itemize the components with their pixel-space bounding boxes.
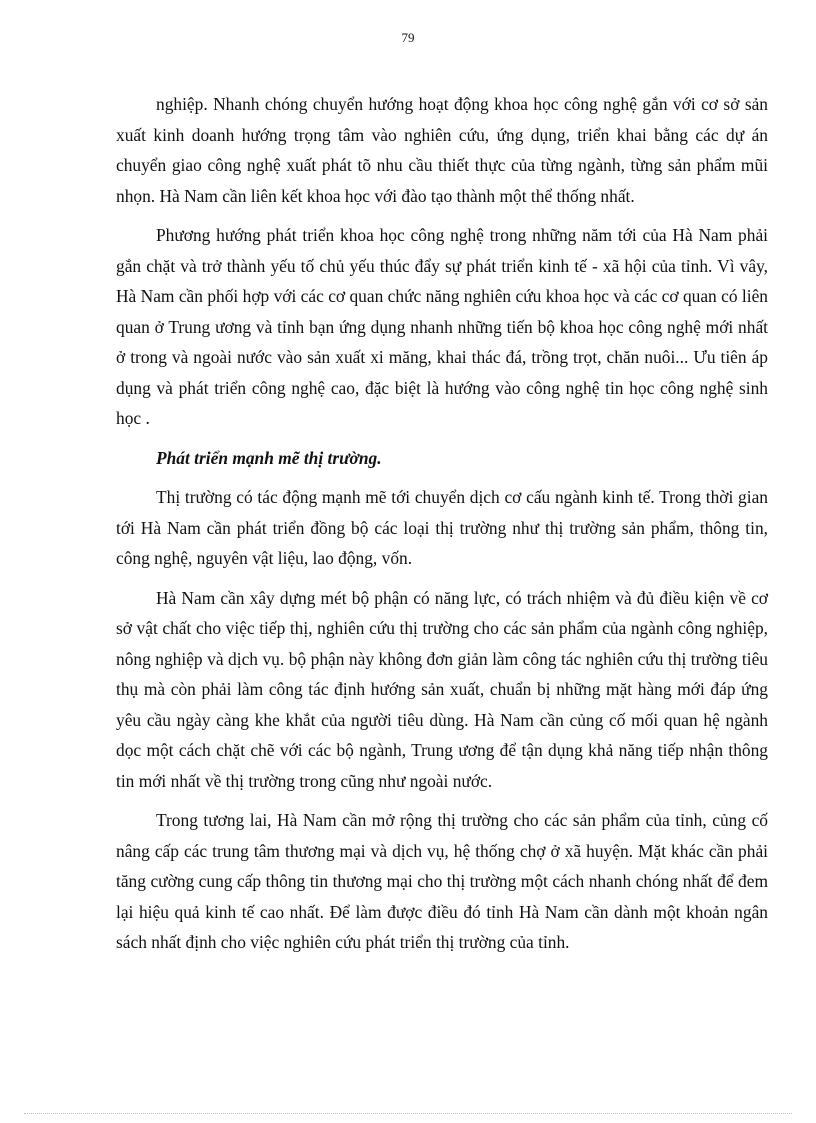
page-bottom-divider (24, 1113, 792, 1114)
section-heading: Phát triển mạnh mẽ thị trường. (156, 447, 382, 468)
page-number: 79 (401, 30, 415, 45)
paragraph-4: Hà Nam cần xây dựng mét bộ phận có năng lực, có trách nhiệm và đủ điều kiện về cơ sở vật chất cho việc tiếp thị, nghiên cứu thị trường cho các sản phẩm của ngành công nghiệp, nông nghiệp và dịch vụ. bộ phận này không đơn giản làm công tác nghiên cứu thị trường tiêu thụ mà còn phải làm công tác định hướng sản xuất, chuẩn bị những mặt hàng mới đáp ứng yêu cầu ngày càng khe khắt của người tiêu dùng. Hà Nam cần củng cố mối quan hệ ngành dọc một cách chặt chẽ với các bộ ngành, Trung ương để tận dụng khả năng tiếp nhận thông tin mới nhất về thị trường trong cũng như ngoài nước. (116, 587, 768, 791)
document-body (116, 89, 768, 958)
paragraph-1: nghiệp. Nhanh chóng chuyển hướng hoạt động khoa học công nghệ gắn với cơ sở sản xuất kinh doanh hướng trọng tâm vào nghiên cứu, ứng dụng, triển khai bằng các dự án chuyển giao công nghệ xuất phát tõ nhu cầu thiết thực của từng ngành, từng sản phẩm mũi nhọn. Hà Nam cần liên kết khoa học với đào tạo thành một thể thống nhất. (116, 94, 768, 206)
paragraph-5: Trong tương lai, Hà Nam cần mở rộng thị trường cho các sản phẩm của tỉnh, củng cố nâng cấp các trung tâm thương mại và dịch vụ, hệ thống chợ ở xã huyện. Mặt khác cần phải tăng cường cung cấp thông tin thương mại cho thị trường một cách nhanh chóng nhất để đem lại hiệu quả kinh tế cao nhất. Để làm được điều đó tỉnh Hà Nam cần dành một khoản ngân sách nhất định cho việc nghiên cứu phát triển thị trường của tỉnh. (116, 810, 768, 952)
paragraph-3: Thị trường có tác động mạnh mẽ tới chuyển dịch cơ cấu ngành kinh tế. Trong thời gian tới Hà Nam cần phát triển đồng bộ các loại thị trường như thị trường sản phẩm, thông tin, công nghệ, nguyên vật liệu, lao động, vốn. (116, 487, 768, 568)
paragraph-2: Phương hướng phát triển khoa học công nghệ trong những năm tới của Hà Nam phải gắn chặt và trở thành yếu tố chủ yếu thúc đẩy sự phát triển kinh tế - xã hội của tỉnh. Vì vây, Hà Nam cần phối hợp với các cơ quan chức năng nghiên cứu khoa học và các cơ quan có liên quan ở Trung ương và tỉnh bạn ứng dụng nhanh những tiến bộ khoa học công nghệ mới nhất ở trong và ngoài nước vào sản xuất xi măng, khai thác đá, trồng trọt, chăn nuôi... Ưu tiên áp dụng và phát triển công nghệ cao, đặc biệt là hướng vào công nghệ tin học công nghệ sinh học . (116, 225, 768, 428)
